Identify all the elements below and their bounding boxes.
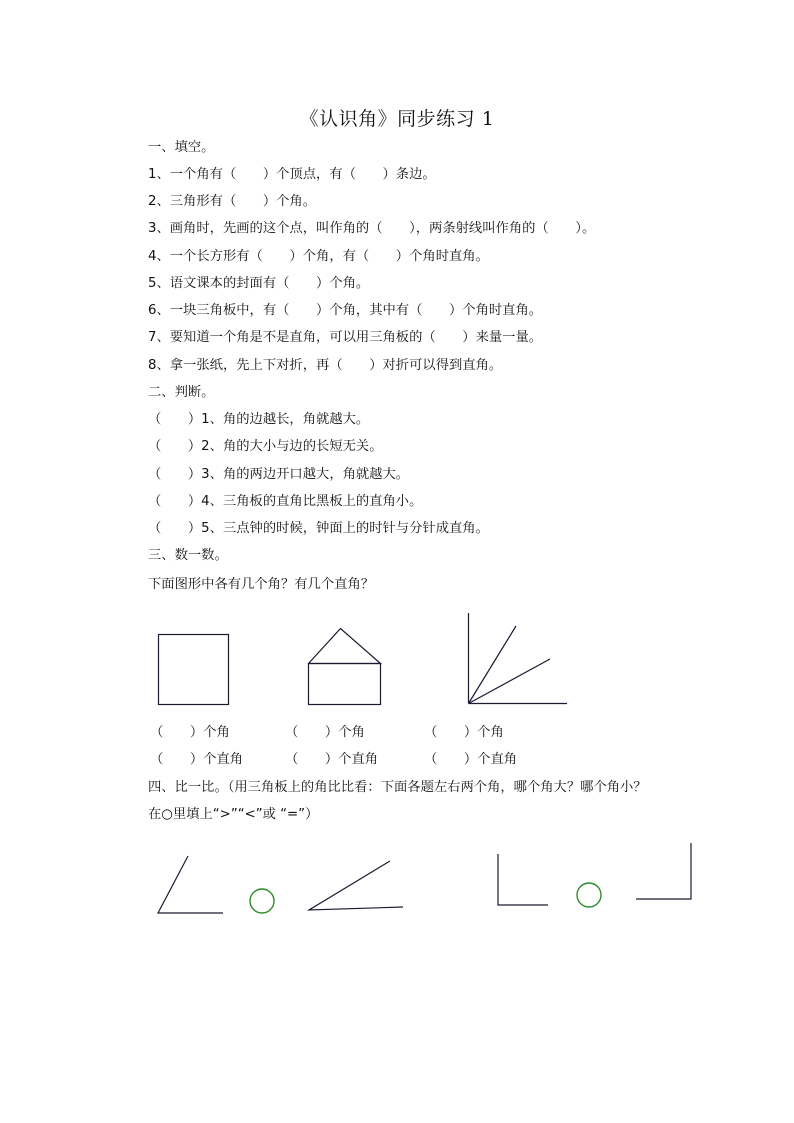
fill-item-6: 6、一块三角板中，有（ ）个角，其中有（ ）个角时直角。 — [148, 303, 543, 318]
fig3-right-angles-answer: （ ）个直角 — [424, 752, 518, 767]
compare-pair-1 — [150, 850, 410, 920]
house-roof — [309, 629, 381, 664]
fig1-angles-answer: （ ）个角 — [150, 725, 230, 740]
fig3-angles-answer: （ ）个角 — [424, 725, 504, 740]
angle-right-acute — [309, 861, 403, 910]
square-shape — [159, 635, 229, 705]
section-2-heading: 二、判断。 — [148, 385, 215, 400]
house-figure — [300, 620, 395, 715]
fill-item-1: 1、一个角有（ ）个顶点，有（ ）条边。 — [148, 167, 436, 182]
fill-item-7: 7、要知道一个角是不是直角，可以用三角板的（ ）来量一量。 — [148, 330, 543, 345]
shallow-ray — [469, 659, 551, 704]
angle-right-right-angle — [636, 843, 691, 899]
section-1-heading: 一、填空。 — [148, 140, 215, 155]
judge-item-5: （ ）5、三点钟的时候，钟面上的时针与分针成直角。 — [148, 521, 489, 536]
rays-figure — [460, 605, 575, 710]
section-4-heading: 四、比一比。（用三角板上的角比比看：下面各题左右两个角，哪个角大？哪个角小？ — [148, 780, 647, 795]
fill-item-5: 5、语文课本的封面有（ ）个角。 — [148, 276, 370, 291]
square-figure — [150, 625, 240, 715]
house-body — [309, 664, 381, 705]
fig2-right-angles-answer: （ ）个直角 — [285, 752, 379, 767]
steep-ray — [469, 626, 517, 704]
fill-item-2: 2、三角形有（ ）个角。 — [148, 194, 317, 209]
angle-left-right-angle — [498, 854, 548, 905]
fill-item-4: 4、一个长方形有（ ）个角，有（ ）个角时直角。 — [148, 249, 489, 264]
judge-item-1: （ ）1、角的边越长，角就越大。 — [148, 412, 370, 427]
compare-circle-2 — [577, 883, 601, 907]
fig1-right-angles-answer: （ ）个直角 — [150, 752, 244, 767]
page-title: 《认识角》同步练习 1 — [299, 108, 495, 130]
angle-left-acute — [158, 856, 223, 913]
compare-circle-1 — [250, 889, 274, 913]
fill-item-8: 8、拿一张纸，先上下对折，再（ ）对折可以得到直角。 — [148, 358, 503, 373]
section-3-heading: 三、数一数。 — [148, 548, 228, 563]
compare-pair-2 — [490, 838, 700, 913]
judge-item-4: （ ）4、三角板的直角比黑板上的直角小。 — [148, 494, 423, 509]
judge-item-3: （ ）3、角的两边开口越大，角就越大。 — [148, 467, 410, 482]
judge-item-2: （ ）2、角的大小与边的长短无关。 — [148, 439, 383, 454]
section-4-instruction: 在○里填上“>”“<”或 “=”） — [148, 807, 319, 822]
fig2-angles-answer: （ ）个角 — [285, 725, 365, 740]
section-3-prompt: 下面图形中各有几个角？有几个直角？ — [148, 577, 375, 592]
fill-item-3: 3、画角时，先画的这个点，叫作角的（ ），两条射线叫作角的（ ）。 — [148, 221, 596, 236]
